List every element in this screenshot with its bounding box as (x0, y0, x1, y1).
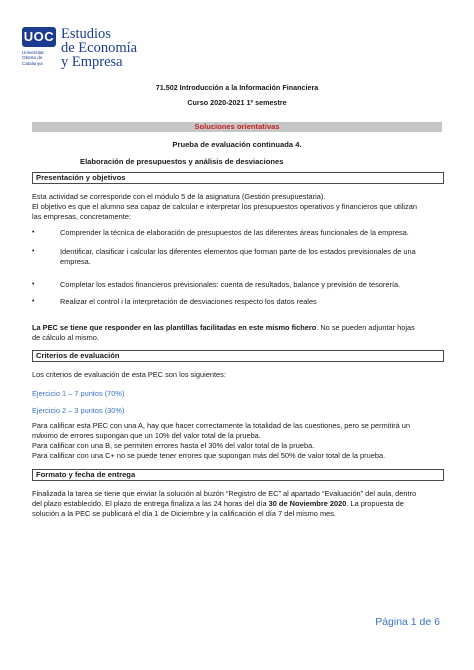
bullet-dot-icon: • (32, 248, 35, 255)
section-heading-criteria: Criterios de evaluación (32, 350, 444, 362)
page-number: Página 1 de 6 (375, 616, 440, 628)
pec-title: Prueba de evaluación continuada 4. (172, 140, 302, 149)
section-heading-presentation: Presentación y objetivos (32, 172, 444, 184)
objective-text: Realizar el control i la interpretación de desviaciones respecto los datos reales (60, 297, 317, 306)
objective-text: Identificar, clasificar i calcular los diferentes elementos que forman parte de los estados previsionales de una (60, 247, 416, 256)
format-line3: solución a la PEC se publicará el día 1 de Diciembre y la calificación el día 7 del mismo mes. (32, 509, 336, 518)
pec-topic: Elaboración de presupuestos y análisis de desviaciones (80, 157, 284, 166)
criteria-exercise-2: Ejercicio 2 – 3 puntos (30%) (32, 406, 125, 415)
criteria-line: Para calificar esta PEC con una A, hay que hacer correctamente la totalidad de las cuestiones, pero se permitirá un (32, 421, 410, 430)
uoc-logo-mark: UOC (22, 27, 56, 47)
solutions-banner (32, 122, 442, 132)
deadline-date: 30 de Noviembre 2020 (268, 499, 347, 508)
logo-name-line2: de Economía (61, 40, 138, 56)
course-semester: Curso 2020-2021 1º semestre (187, 98, 287, 107)
criteria-intro: Los criterios de evaluación de esta PEC son los siguientes: (32, 370, 226, 379)
pec-note-line2: de cálculo al mismo. (32, 333, 99, 342)
course-title: 71.502 Introducción a la Información Financiera (155, 83, 319, 92)
bullet-dot-icon: • (32, 229, 35, 236)
presentation-line2: El objetivo es que el alumno sea capaz de calcular e interpretar los presupuestos operativos y financieros que utilizan (32, 202, 417, 211)
solutions-banner-label: Soluciones orientativas (194, 122, 280, 131)
pec-note-bold: La PEC se tiene que responder en las plantillas facilitadas en este mismo fichero (32, 323, 317, 332)
uoc-logo-name (61, 27, 137, 69)
objective-text: Comprender la técnica de elaboración de presupuestos de las diferentes áreas funcionales de la empresa. (60, 228, 409, 237)
format-line1: Finalizada la tarea se tiene que enviar la solución al buzón “Registro de EC” al apartado “Evaluación” del aula, dentro (32, 489, 417, 498)
pec-note-line1 (32, 323, 444, 333)
uoc-logo-subtitle: Universitat Oberta de Catalunya (22, 50, 44, 66)
presentation-line3: las empresas, concretamente: (32, 212, 131, 221)
criteria-line: Para calificar con una B, se permiten errores hasta el 30% del valor total de la prueba. (32, 441, 315, 450)
format-line2-start: del plazo establecido. El plazo de entrega finaliza a las 24 horas del día (32, 499, 269, 508)
logo-name-line1: Estudios (61, 26, 111, 42)
objective-text: empresa. (60, 257, 91, 266)
uoc-logo (22, 27, 142, 71)
format-line2 (32, 499, 444, 509)
logo-name-line3: y Empresa (61, 54, 123, 70)
bullet-dot-icon: • (32, 281, 35, 288)
criteria-exercise-1: Ejercicio 1 – 7 puntos (70%) (32, 389, 125, 398)
criteria-line: máximo de errores supongan que un 10% del valor total de la prueba. (32, 431, 261, 440)
format-line2-end: . La propuesta de (346, 499, 404, 508)
section-heading-format: Formato y fecha de entrega (32, 469, 444, 481)
presentation-line1: Esta actividad se corresponde con el módulo 5 de la asignatura (Gestión presupuestaria). (32, 192, 326, 201)
criteria-line: Para calificar con una C+ no se puede tener errores que supongan más del 50% de valor total de la prueba. (32, 451, 386, 460)
objective-text: Completar los estados financieros previsionales: cuenta de resultados, balance y previsión de tesorería. (60, 280, 401, 289)
pec-note-rest: . No se pueden adjuntar hojas (316, 323, 415, 332)
bullet-dot-icon: • (32, 298, 35, 305)
